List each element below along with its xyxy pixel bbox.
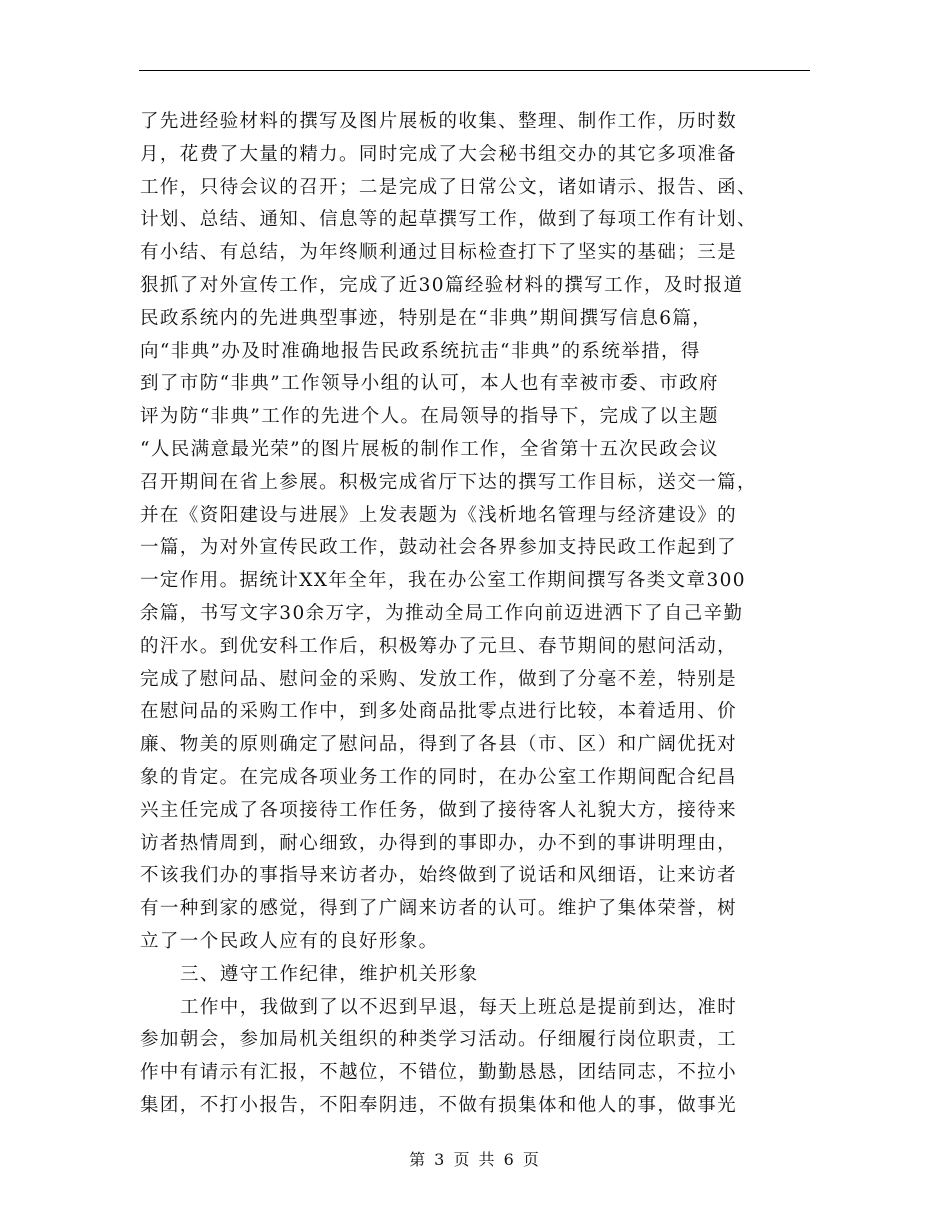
text-line: “人民满意最光荣”的图片展板的制作工作，全省第十五次民政会议	[140, 438, 719, 460]
text-line: 召开期间在省上参展。积极完成省厅下达的撰写工作目标，送交一篇，	[140, 471, 757, 493]
text-line: 集团，不打小报告，不阳奉阴违，不做有损集体和他人的事，做事光	[140, 1094, 738, 1116]
text-line: 并在《资阳建设与进展》上发表题为《浅析地名管理与经济建设》的	[140, 504, 738, 526]
text-line: 象的肯定。在完成各项业务工作的同时，在办公室工作期间配合纪昌	[140, 766, 738, 788]
text-line: 向“非典”办及时准确地报告民政系统抗击“非典”的系统举措，得	[140, 340, 701, 362]
text-line: 访者热情周到，耐心细致，办得到的事即办，办不到的事讲明理由，	[140, 832, 738, 854]
text-line: 了先进经验材料的撰写及图片展板的收集、整理、制作工作，历时数	[140, 111, 738, 132]
text-line: 兴主任完成了各项接待工作任务，做到了接待客人礼貌大方，接待来	[140, 799, 738, 821]
paragraph-first-line: 工作中，我做到了以不迟到早退，每天上班总是提前到达，准时	[180, 996, 738, 1018]
text-line: 完成了慰问品、慰问金的采购、发放工作，做到了分毫不差，特别是	[140, 668, 738, 690]
text-line: 廉、物美的原则确定了慰问品，得到了各县（市、区）和广阔优抚对	[140, 734, 738, 756]
text-line: 评为防“非典”工作的先进个人。在局领导的指导下，完成了以主题	[140, 406, 719, 428]
page-number: 第 3 页 共 6 页	[409, 1150, 541, 1169]
text-line: 不该我们办的事指导来访者办，始终做到了说话和风细语，让来访者	[140, 865, 738, 887]
text-line: 的汗水。到优安科工作后，积极筹办了元旦、春节期间的慰问活动，	[140, 635, 738, 657]
text-line: 狠抓了对外宣传工作，完成了近30篇经验材料的撰写工作，及时报道	[140, 274, 744, 296]
text-line: 在慰问品的采购工作中，到多处商品批零点进行比较，本着适用、价	[140, 701, 738, 723]
text-line: 民政系统内的先进典型事迹，特别是在“非典”期间撰写信息6篇，	[140, 307, 713, 329]
text-line: 余篇，书写文字30余万字，为推动全局工作向前迈进洒下了自己辛勤	[140, 602, 744, 624]
section-heading: 三、遵守工作纪律，维护机关形象	[180, 963, 479, 985]
text-line: 一篇，为对外宣传民政工作，鼓动社会各界参加支持民政工作起到了	[140, 537, 738, 559]
text-line: 有一种到家的感觉，得到了广阔来访者的认可。维护了集体荣誉，树	[140, 898, 738, 920]
document-body	[140, 106, 820, 1123]
text-line: 有小结、有总结，为年终顺利通过目标检查打下了坚实的基础；三是	[140, 242, 738, 264]
text-line: 立了一个民政人应有的良好形象。	[140, 930, 439, 952]
text-line: 工作，只待会议的召开；二是完成了日常公文，诸如请示、报告、函、	[140, 176, 757, 198]
header-rule	[139, 70, 810, 71]
text-line: 计划、总结、通知、信息等的起草撰写工作，做到了每项工作有计划、	[140, 209, 757, 231]
text-line: 到了市防“非典”工作领导小组的认可，本人也有幸被市委、市政府	[140, 373, 719, 395]
text-line: 参加朝会，参加局机关组织的种类学习活动。仔细履行岗位职责，工	[140, 1029, 738, 1051]
text-line: 一定作用。据统计XX年全年，我在办公室工作期间撰写各类文章300	[140, 570, 746, 592]
text-line: 月，花费了大量的精力。同时完成了大会秘书组交办的其它多项准备	[140, 143, 738, 165]
text-line: 作中有请示有汇报，不越位，不错位，勤勤恳恳，团结同志，不拉小	[140, 1062, 738, 1084]
